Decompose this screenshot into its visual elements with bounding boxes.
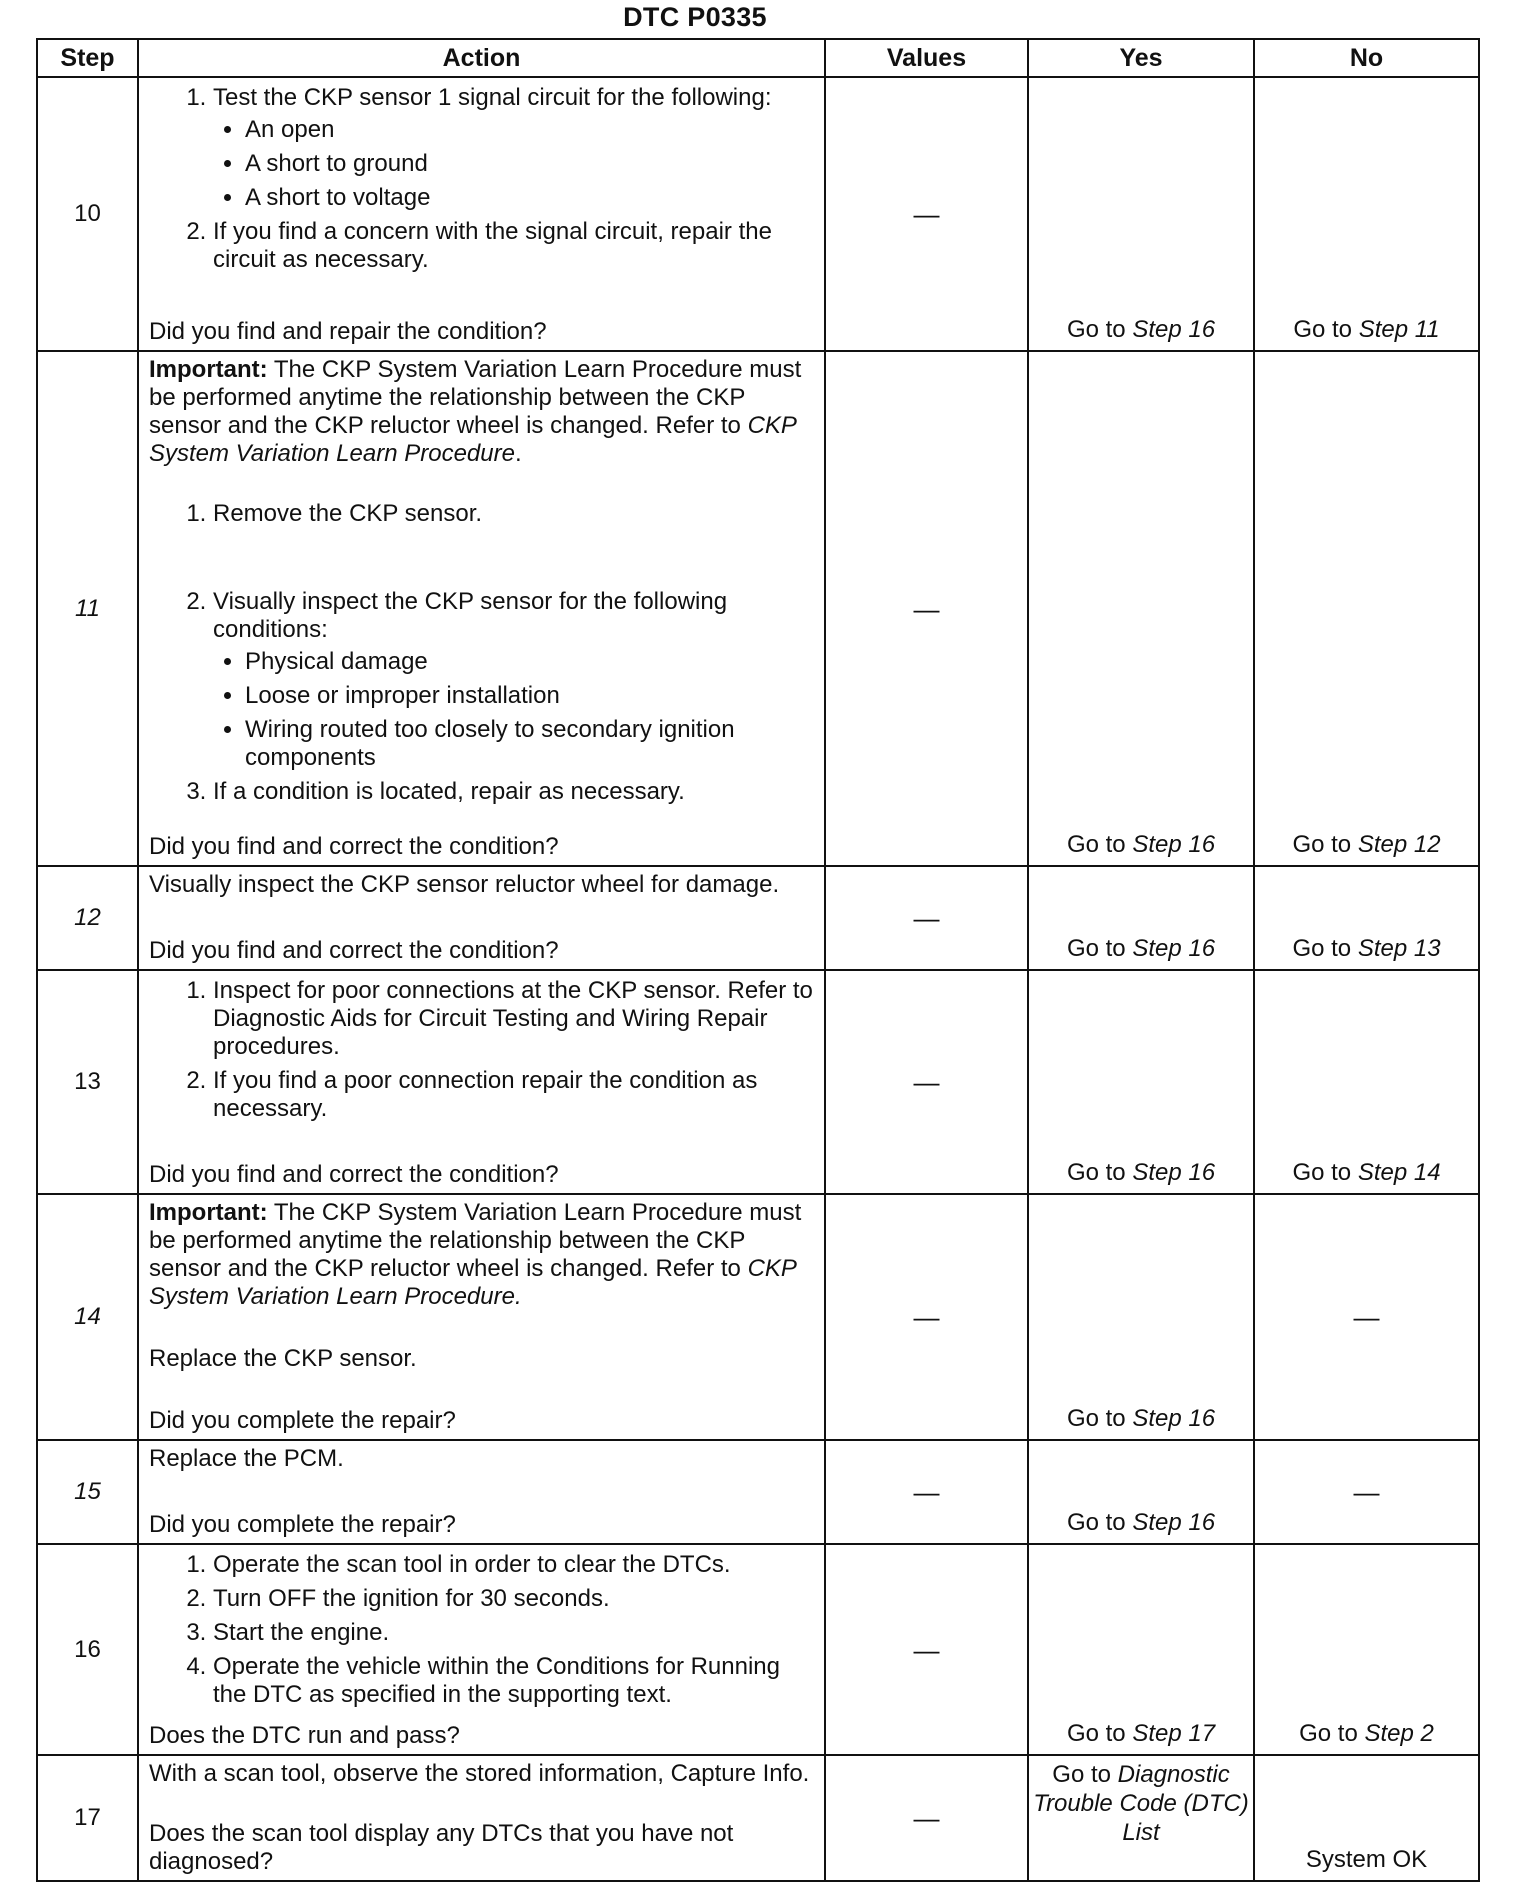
no-cell: Go to Step 12 [1254, 351, 1479, 866]
yes-cell: Go to Step 16 [1028, 970, 1254, 1194]
important-note: Important: The CKP System Variation Learn Procedure must be performed anytime the relationship between the CKP sensor and the CKP reluctor wheel is changed. Refer to CKP System Variation Learn Procedure. [149, 1199, 802, 1310]
header-step: Step [37, 39, 138, 77]
action-cell [138, 1755, 825, 1881]
step-number: 17 [37, 1755, 138, 1881]
yes-cell: Go to Step 16 [1028, 1194, 1254, 1440]
value-cell: — [825, 866, 1028, 970]
action-text: Replace the CKP sensor. [149, 1345, 417, 1372]
action-cell [138, 970, 825, 1194]
page-title: DTC P0335 [623, 2, 767, 32]
value-cell: — [825, 1755, 1028, 1881]
action-question: Does the DTC run and pass? [149, 1722, 460, 1749]
value-cell: — [825, 1194, 1028, 1440]
yes-cell: Go to Step 16 [1028, 77, 1254, 351]
step-number: 10 [37, 77, 138, 351]
no-cell: — [1254, 1440, 1479, 1544]
step-number: 12 [37, 866, 138, 970]
action-item: 1. Inspect for poor connections at the CKP sensor. Refer to Diagnostic Aids for Circuit Testing and Wiring Repair procedures. [213, 977, 818, 1061]
table-row [37, 1194, 1479, 1440]
action-item: 1. Test the CKP sensor 1 signal circuit for the following: • An open • A short to ground • A short to voltage [213, 84, 818, 212]
action-item: 3. If a condition is located, repair as necessary. [213, 778, 818, 806]
action-question: Did you complete the repair? [149, 1511, 456, 1538]
yes-cell: Go to Step 16 [1028, 1440, 1254, 1544]
table-row [37, 1544, 1479, 1755]
no-cell: Go to Step 11 [1254, 77, 1479, 351]
action-text: Visually inspect the CKP sensor reluctor wheel for damage. [149, 871, 780, 898]
yes-cell: Go to Step 17 [1028, 1544, 1254, 1755]
bullet-item: • A short to voltage [245, 184, 818, 212]
action-question: Did you find and correct the condition? [149, 833, 559, 860]
table-header-row [37, 39, 1479, 77]
action-text: With a scan tool, observe the stored information, Capture Info. [149, 1760, 810, 1787]
action-item: 4. Operate the vehicle within the Conditions for Running the DTC as specified in the supporting text. [213, 1653, 818, 1709]
bullet-item: • An open [245, 116, 818, 144]
action-cell [138, 77, 825, 351]
header-values: Values [825, 39, 1028, 77]
action-cell [138, 1440, 825, 1544]
action-item: 2. If you find a concern with the signal circuit, repair the circuit as necessary. [213, 218, 818, 274]
action-item: 2. If you find a poor connection repair the condition as necessary. [213, 1067, 818, 1123]
value-cell: — [825, 970, 1028, 1194]
table-row [37, 351, 1479, 866]
value-cell: — [825, 77, 1028, 351]
action-cell [138, 1194, 825, 1440]
no-cell: Go to Step 14 [1254, 970, 1479, 1194]
important-note: Important: The CKP System Variation Learn Procedure must be performed anytime the relationship between the CKP sensor and the CKP reluctor wheel is changed. Refer to CKP System Variation Learn Procedure. [149, 356, 802, 467]
yes-cell: Go to Step 16 [1028, 866, 1254, 970]
value-cell: — [825, 1440, 1028, 1544]
action-question: Did you find and correct the condition? [149, 1161, 559, 1188]
step-number: 16 [37, 1544, 138, 1755]
table-row [37, 77, 1479, 351]
action-text: Replace the PCM. [149, 1445, 344, 1472]
yes-cell: Go to Diagnostic Trouble Code (DTC) List [1028, 1755, 1254, 1881]
yes-cell: Go to Step 16 [1028, 351, 1254, 866]
bullet-item: • Physical damage [245, 648, 818, 676]
action-question: Did you find and correct the condition? [149, 937, 559, 964]
bullet-item: • Wiring routed too closely to secondary ignition components [245, 716, 818, 772]
no-cell: Go to Step 2 [1254, 1544, 1479, 1755]
action-cell [138, 351, 825, 866]
action-question: Did you find and repair the condition? [149, 318, 547, 345]
step-number: 11 [37, 351, 138, 866]
no-cell: Go to Step 13 [1254, 866, 1479, 970]
action-cell [138, 1544, 825, 1755]
value-cell: — [825, 351, 1028, 866]
header-yes: Yes [1028, 39, 1254, 77]
action-item: 1. Remove the CKP sensor. [213, 500, 818, 528]
table-row [37, 1440, 1479, 1544]
diagnostic-table [36, 38, 1480, 1882]
step-number: 15 [37, 1440, 138, 1544]
action-item: 2. Visually inspect the CKP sensor for the following conditions: • Physical damage • Loose or improper installation • Wiring routed too closely to secondary ignition components [213, 588, 818, 772]
no-cell: — [1254, 1194, 1479, 1440]
action-question: Did you complete the repair? [149, 1407, 456, 1434]
action-item: 1. Operate the scan tool in order to clear the DTCs. [213, 1551, 818, 1579]
table-row [37, 866, 1479, 970]
table-row [37, 970, 1479, 1194]
table-row [37, 1755, 1479, 1881]
step-number: 13 [37, 970, 138, 1194]
action-cell [138, 866, 825, 970]
bullet-item: • Loose or improper installation [245, 682, 818, 710]
action-question: Does the scan tool display any DTCs that you have not diagnosed? [149, 1820, 734, 1875]
value-cell: — [825, 1544, 1028, 1755]
step-number: 14 [37, 1194, 138, 1440]
action-item: 2. Turn OFF the ignition for 30 seconds. [213, 1585, 818, 1613]
header-no: No [1254, 39, 1479, 77]
no-cell: System OK [1254, 1755, 1479, 1881]
header-action: Action [138, 39, 825, 77]
bullet-item: • A short to ground [245, 150, 818, 178]
action-item: 3. Start the engine. [213, 1619, 818, 1647]
